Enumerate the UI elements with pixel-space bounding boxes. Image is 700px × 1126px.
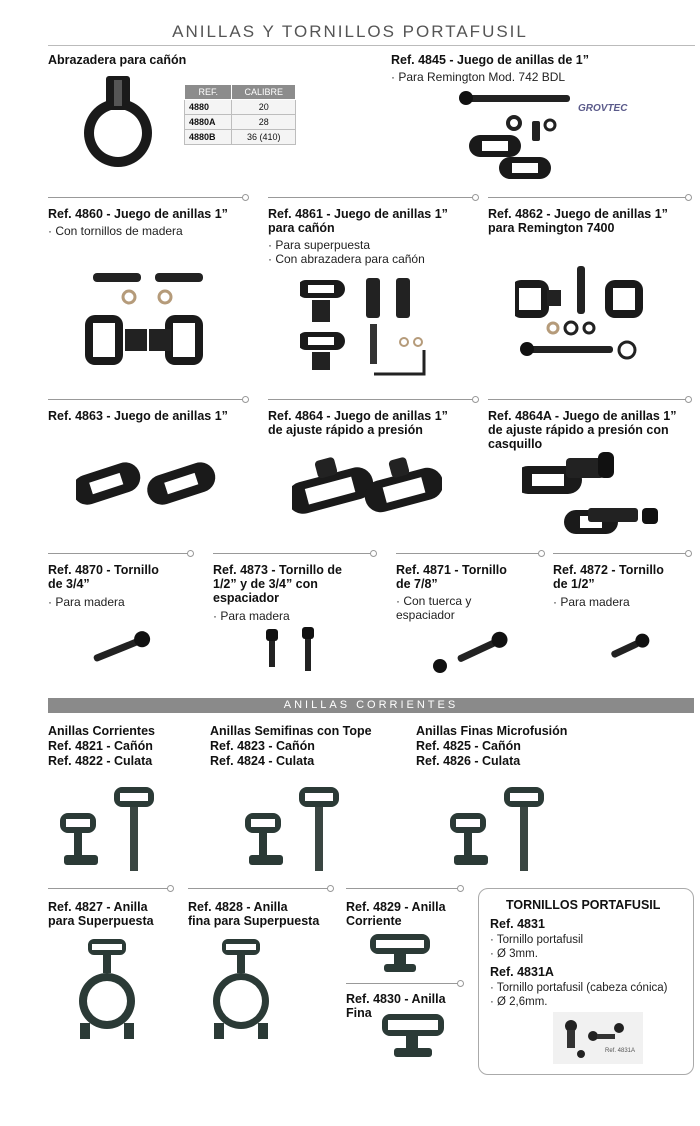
divider <box>213 553 371 554</box>
product-4872-image <box>606 628 656 666</box>
product-4861-title-2: para cañón <box>268 221 335 235</box>
product-4845-title: Ref. 4845 - Juego de anillas de 1” <box>391 53 589 67</box>
product-4828-title-1: Ref. 4828 - Anilla <box>188 900 288 914</box>
divider <box>48 553 188 554</box>
product-4845-note: · Para Remington Mod. 742 BDL <box>391 70 566 84</box>
corrientes-group-3-title: Anillas Finas Microfusión <box>416 724 568 738</box>
product-4860-title: Ref. 4860 - Juego de anillas 1” <box>48 207 228 221</box>
product-4829-title-2: Corriente <box>346 914 402 928</box>
product-4864A-image <box>522 448 662 548</box>
divider <box>488 399 686 400</box>
divider <box>268 197 473 198</box>
section-band-anillas-corrientes: ANILLAS CORRIENTES <box>48 698 694 713</box>
corrientes-group-3-ref-2: Ref. 4826 - Culata <box>416 754 521 768</box>
corrientes-group-2-ref-2: Ref. 4824 - Culata <box>210 754 315 768</box>
product-4828-image <box>206 935 276 1045</box>
product-4870-note: · Para madera <box>48 595 125 609</box>
corrientes-group-1-title: Anillas Corrientes <box>48 724 155 738</box>
product-4828-title-2: fina para Superpuesta <box>188 914 320 928</box>
divider <box>396 553 539 554</box>
divider <box>188 888 328 889</box>
table-row: 4880B 36 (410) <box>185 130 296 145</box>
product-4861-note-1: · Para superpuesta <box>268 238 371 252</box>
divider <box>48 399 243 400</box>
product-4831A-note-1: · Tornillo portafusil (cabeza cónica) <box>490 982 668 994</box>
product-4863-title: Ref. 4863 - Juego de anillas 1” <box>48 409 228 423</box>
corrientes-group-1-ref-1: Ref. 4821 - Cañón <box>48 739 153 753</box>
product-4831A-photo <box>553 1012 643 1064</box>
product-4870-image <box>88 628 158 668</box>
title-divider <box>48 45 695 46</box>
corrientes-group-1-ref-2: Ref. 4822 - Culata <box>48 754 153 768</box>
corrientes-group-2-ref-1: Ref. 4823 - Cañón <box>210 739 315 753</box>
divider <box>48 888 168 889</box>
table-row: 4880A 28 <box>185 115 296 130</box>
corrientes-group-3-image <box>450 783 565 878</box>
product-4829-image <box>368 930 438 978</box>
product-4862-title-1: Ref. 4862 - Juego de anillas 1” <box>488 207 668 221</box>
product-4861-title-1: Ref. 4861 - Juego de anillas 1” <box>268 207 448 221</box>
product-4830-title-1: Ref. 4830 - Anilla <box>346 992 446 1006</box>
divider <box>48 197 243 198</box>
product-4827-title-2: para Superpuesta <box>48 914 154 928</box>
product-4862-title-2: para Remington 7400 <box>488 221 615 235</box>
product-4829-title-1: Ref. 4829 - Anilla <box>346 900 446 914</box>
product-4873-note: · Para madera <box>213 609 290 623</box>
product-4830-image <box>378 1010 453 1065</box>
divider <box>553 553 686 554</box>
product-4864-title-1: Ref. 4864 - Juego de anillas 1” <box>268 409 448 423</box>
photo-label: Ref. 4831A <box>605 1048 636 1054</box>
divider <box>488 197 686 198</box>
product-4831-note-1: · Tornillo portafusil <box>490 934 584 946</box>
product-4872-title-1: Ref. 4872 - Tornillo <box>553 563 664 577</box>
product-4872-note: · Para madera <box>553 595 630 609</box>
product-4831A-ref: Ref. 4831A <box>490 965 554 979</box>
corrientes-group-2-image <box>245 783 360 878</box>
product-4861-note-2: · Con abrazadera para cañón <box>268 252 425 266</box>
product-4864A-title-3: casquillo <box>488 437 543 451</box>
product-4861-image <box>300 272 430 387</box>
product-4863-image <box>76 452 226 512</box>
divider <box>268 399 473 400</box>
product-4864A-title-1: Ref. 4864A - Juego de anillas 1” <box>488 409 677 423</box>
calibre-table <box>184 84 296 145</box>
grovtec-logo: GROVTEC <box>578 103 628 114</box>
product-4873-title-2: 1/2” y de 3/4” con <box>213 577 318 591</box>
divider <box>346 888 458 889</box>
corrientes-group-3-ref-1: Ref. 4825 - Cañón <box>416 739 521 753</box>
product-4830-title-2: Fina <box>346 1006 372 1020</box>
product-4873-title-1: Ref. 4873 - Tornillo de <box>213 563 342 577</box>
product-4870-title-1: Ref. 4870 - Tornillo <box>48 563 159 577</box>
table-row: 4880 20 <box>185 100 296 115</box>
product-4845-image <box>450 85 580 185</box>
product-4873-title-3: espaciador <box>213 591 280 605</box>
corrientes-group-1-image <box>60 783 175 878</box>
product-4871-image <box>430 628 515 678</box>
table-header-calibre: CALIBRE <box>232 85 296 100</box>
product-4827-image <box>72 935 142 1045</box>
product-4871-title-2: de 7/8” <box>396 577 438 591</box>
screw-icon <box>553 1012 643 1064</box>
product-4873-image <box>258 625 328 675</box>
page-title: ANILLAS Y TORNILLOS PORTAFUSIL <box>172 22 528 41</box>
product-4862-image <box>515 262 645 372</box>
product-4871-title-1: Ref. 4871 - Tornillo <box>396 563 507 577</box>
product-4827-title-1: Ref. 4827 - Anilla <box>48 900 148 914</box>
product-4831A-note-2: · Ø 2,6mm. <box>490 996 548 1008</box>
barrel-clamp-image <box>78 72 158 177</box>
product-4871-note-1: · Con tuerca y <box>396 594 472 608</box>
product-4864-title-2: de ajuste rápido a presión <box>268 423 423 437</box>
product-4860-note: · Con tornillos de madera <box>48 224 183 238</box>
product-4860-image <box>85 265 215 370</box>
product-4831-note-2: · Ø 3mm. <box>490 948 538 960</box>
corrientes-group-2-title: Anillas Semifinas con Tope <box>210 724 372 738</box>
table-header-ref: REF. <box>185 85 232 100</box>
divider <box>346 983 458 984</box>
product-4870-title-2: de 3/4” <box>48 577 90 591</box>
product-4871-note-2: espaciador <box>396 608 455 622</box>
product-4831-ref: Ref. 4831 <box>490 917 545 931</box>
product-4872-title-2: de 1/2” <box>553 577 595 591</box>
product-4864A-title-2: de ajuste rápido a presión con <box>488 423 669 437</box>
abrazadera-title: Abrazadera para cañón <box>48 53 187 67</box>
product-4864-image <box>292 452 442 522</box>
box-title: TORNILLOS PORTAFUSIL <box>506 898 661 912</box>
